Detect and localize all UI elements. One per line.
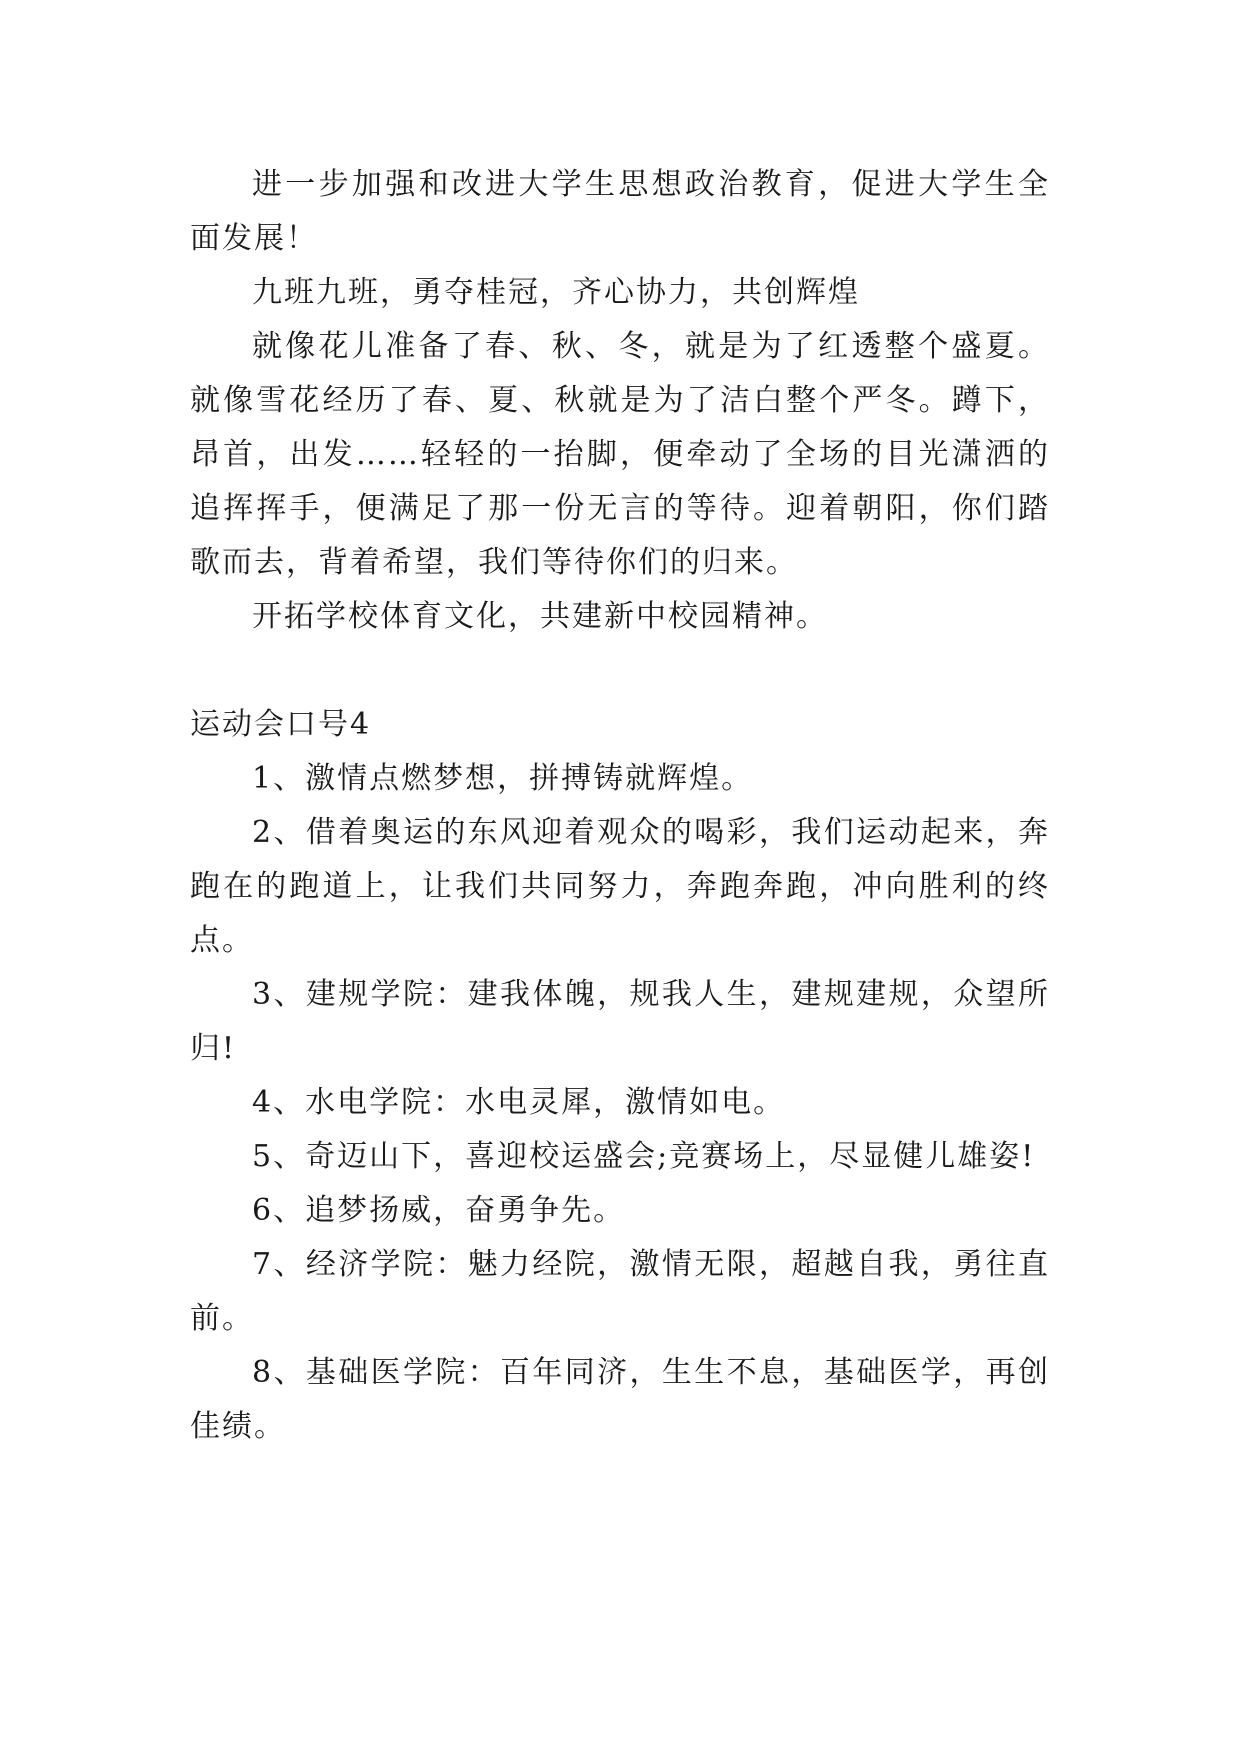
paragraph: 进一步加强和改进大学生思想政治教育，促进大学生全面发展！	[190, 167, 1050, 256]
section-heading: 运动会口号4	[190, 707, 372, 742]
slogan-item: 5、奇迈山下，喜迎校运盛会;竞赛场上，尽显健儿雄姿!	[252, 1139, 1036, 1174]
slogan-item: 1、激情点燃梦想，拼搏铸就辉煌。	[252, 761, 754, 796]
paragraph: 就像花儿准备了春、秋、冬，就是为了红透整个盛夏。就像雪花经历了春、夏、秋就是为了洁白整个严冬。蹲下，昂首，出发……轻轻的一抬脚，便牵动了全场的目光潇洒的追挥挥手，便满足了那一份无言的等待。迎着朝阳，你们踏歌而去，背着希望，我们等待你们的归来。	[190, 329, 1050, 580]
slogan-item: 7、经济学院：魅力经院，激情无限，超越自我，勇往直前。	[190, 1247, 1050, 1336]
slogan-item: 6、追梦扬威，奋勇争先。	[252, 1193, 626, 1228]
paragraph: 开拓学校体育文化，共建新中校园精神。	[252, 599, 828, 634]
slogan-item: 3、建规学院：建我体魄，规我人生，建规建规，众望所归!	[190, 977, 1050, 1066]
slogan-item: 8、基础医学院：百年同济，生生不息，基础医学，再创佳绩。	[190, 1355, 1050, 1444]
slogan-item: 2、借着奥运的东风迎着观众的喝彩，我们运动起来，奔跑在的跑道上，让我们共同努力，奔跑奔跑，冲向胜利的终点。	[190, 815, 1050, 958]
paragraph: 九班九班，勇夺桂冠，齐心协力，共创辉煌	[252, 275, 860, 310]
document-body	[190, 158, 1050, 1454]
section-spacer	[190, 644, 1050, 698]
slogan-item: 4、水电学院：水电灵犀，激情如电。	[252, 1085, 786, 1120]
